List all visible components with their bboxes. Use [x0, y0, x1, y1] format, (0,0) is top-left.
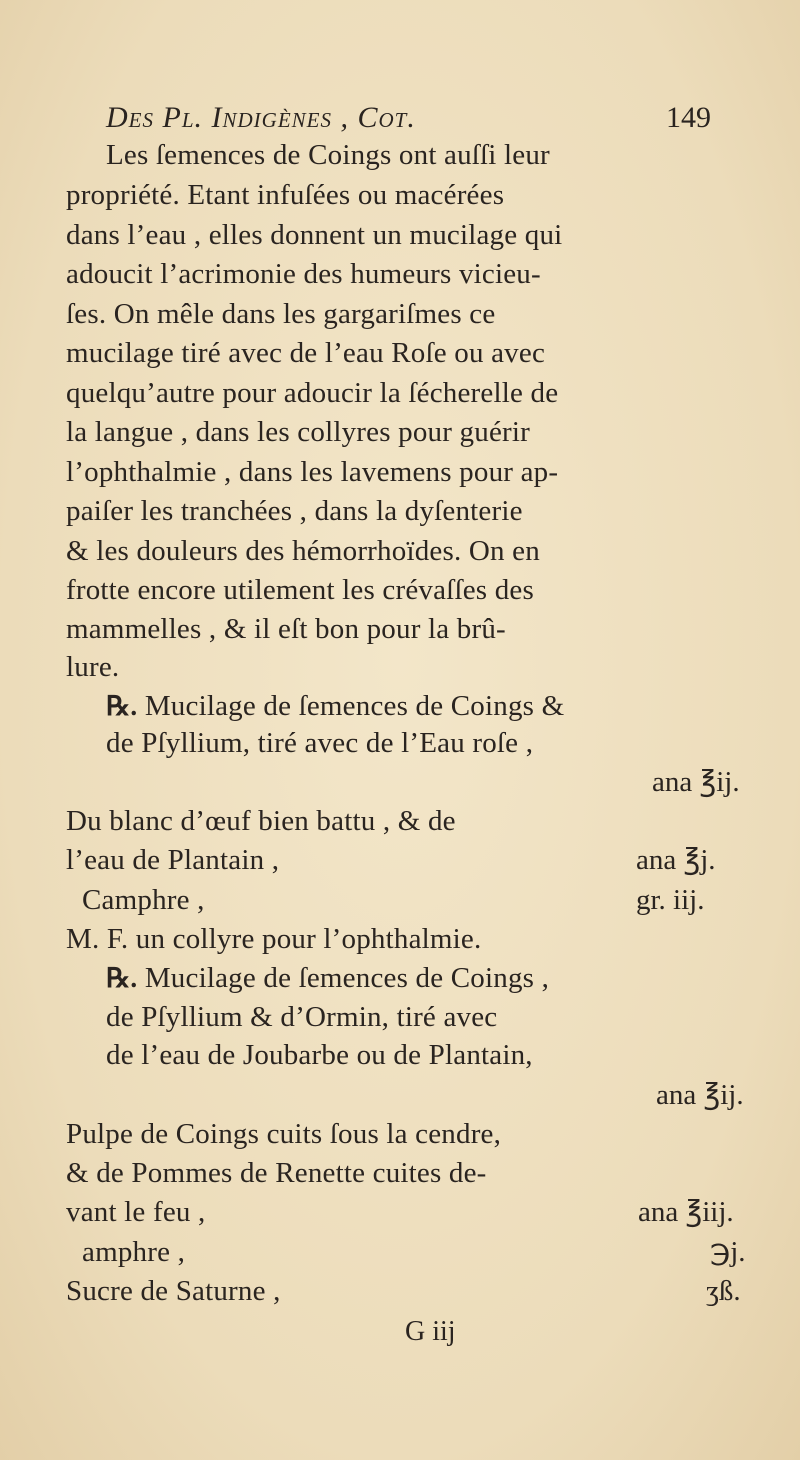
recipe-dose: ana ℥j. — [636, 844, 716, 876]
recipe-dose: gr. iij. — [636, 884, 705, 916]
recipe-text: Mucilage de ſemences de Coings & — [144, 690, 565, 722]
recipe-line: amphre , — [82, 1236, 186, 1268]
paragraph-line: quelqu’autre pour adoucir la ſécherelle de — [66, 377, 559, 409]
running-title: Des Pl. Indigènes , Cot. — [106, 101, 416, 134]
recipe-line: Camphre , — [82, 884, 205, 916]
recipe-dose: ana ℥iij. — [638, 1196, 734, 1228]
paragraph-line: la langue , dans les collyres pour guérir — [66, 416, 531, 448]
recipe-line: Pulpe de Coings cuits ſous la cendre, — [66, 1118, 502, 1150]
paragraph-line: l’ophthalmie , dans les lavemens pour ap- — [66, 456, 559, 488]
recipe-line: Sucre de Saturne , — [66, 1275, 281, 1307]
recipe-line: de Pſyllium, tiré avec de l’Eau roſe , — [106, 727, 534, 759]
paragraph-line: mucilage tiré avec de l’eau Roſe ou avec — [66, 337, 546, 369]
recipe-symbol: ℞. — [106, 691, 138, 721]
paragraph-line: paiſer les tranchées , dans la dyſenterie — [66, 495, 523, 527]
running-header — [106, 101, 711, 134]
recipe-line: de l’eau de Joubarbe ou de Plantain, — [106, 1039, 533, 1071]
recipe-dose: ana ℥ij. — [652, 766, 740, 798]
recipe-text: Mucilage de ſemences de Coings , — [144, 962, 550, 994]
recipe-symbol: ℞. — [106, 963, 138, 993]
paragraph-line: dans l’eau , elles donnent un mucilage qui — [66, 219, 563, 251]
paragraph-line: adoucit l’acrimonie des humeurs vicieu- — [66, 258, 541, 290]
paragraph-line: mammelles , & il eſt bon pour la brû- — [66, 613, 506, 645]
recipe-line: & de Pommes de Renette cuites de- — [66, 1157, 487, 1189]
recipe-dose: ʒß. — [706, 1275, 741, 1307]
paragraph-line: lure. — [66, 651, 120, 683]
page-number: 149 — [666, 101, 711, 134]
recipe-line: Du blanc d’œuf bien battu , & de — [66, 805, 456, 837]
recipe-dose: ana ℥ij. — [656, 1079, 744, 1111]
paragraph-line: Les ſemences de Coings ont auſſi leur — [106, 139, 550, 171]
recipe-dose: ℈j. — [710, 1236, 746, 1268]
paragraph-line: & les douleurs des hémorrhoïdes. On en — [66, 535, 540, 567]
signature-mark: G iij — [405, 1316, 456, 1347]
recipe-line: de Pſyllium & d’Ormin, tiré avec — [106, 1001, 498, 1033]
recipe-line: M. F. un collyre pour l’ophthalmie. — [66, 923, 482, 955]
recipe1-first-line — [106, 692, 564, 721]
recipe2-first-line — [106, 964, 549, 993]
paragraph-line: propriété. Etant infuſées ou macérées — [66, 179, 505, 211]
paragraph-line: frotte encore utilement les crévaſſes des — [66, 574, 534, 606]
recipe-line: vant le feu , — [66, 1196, 206, 1228]
recipe-line: l’eau de Plantain , — [66, 844, 280, 876]
paragraph-line: ſes. On mêle dans les gargariſmes ce — [66, 298, 496, 330]
